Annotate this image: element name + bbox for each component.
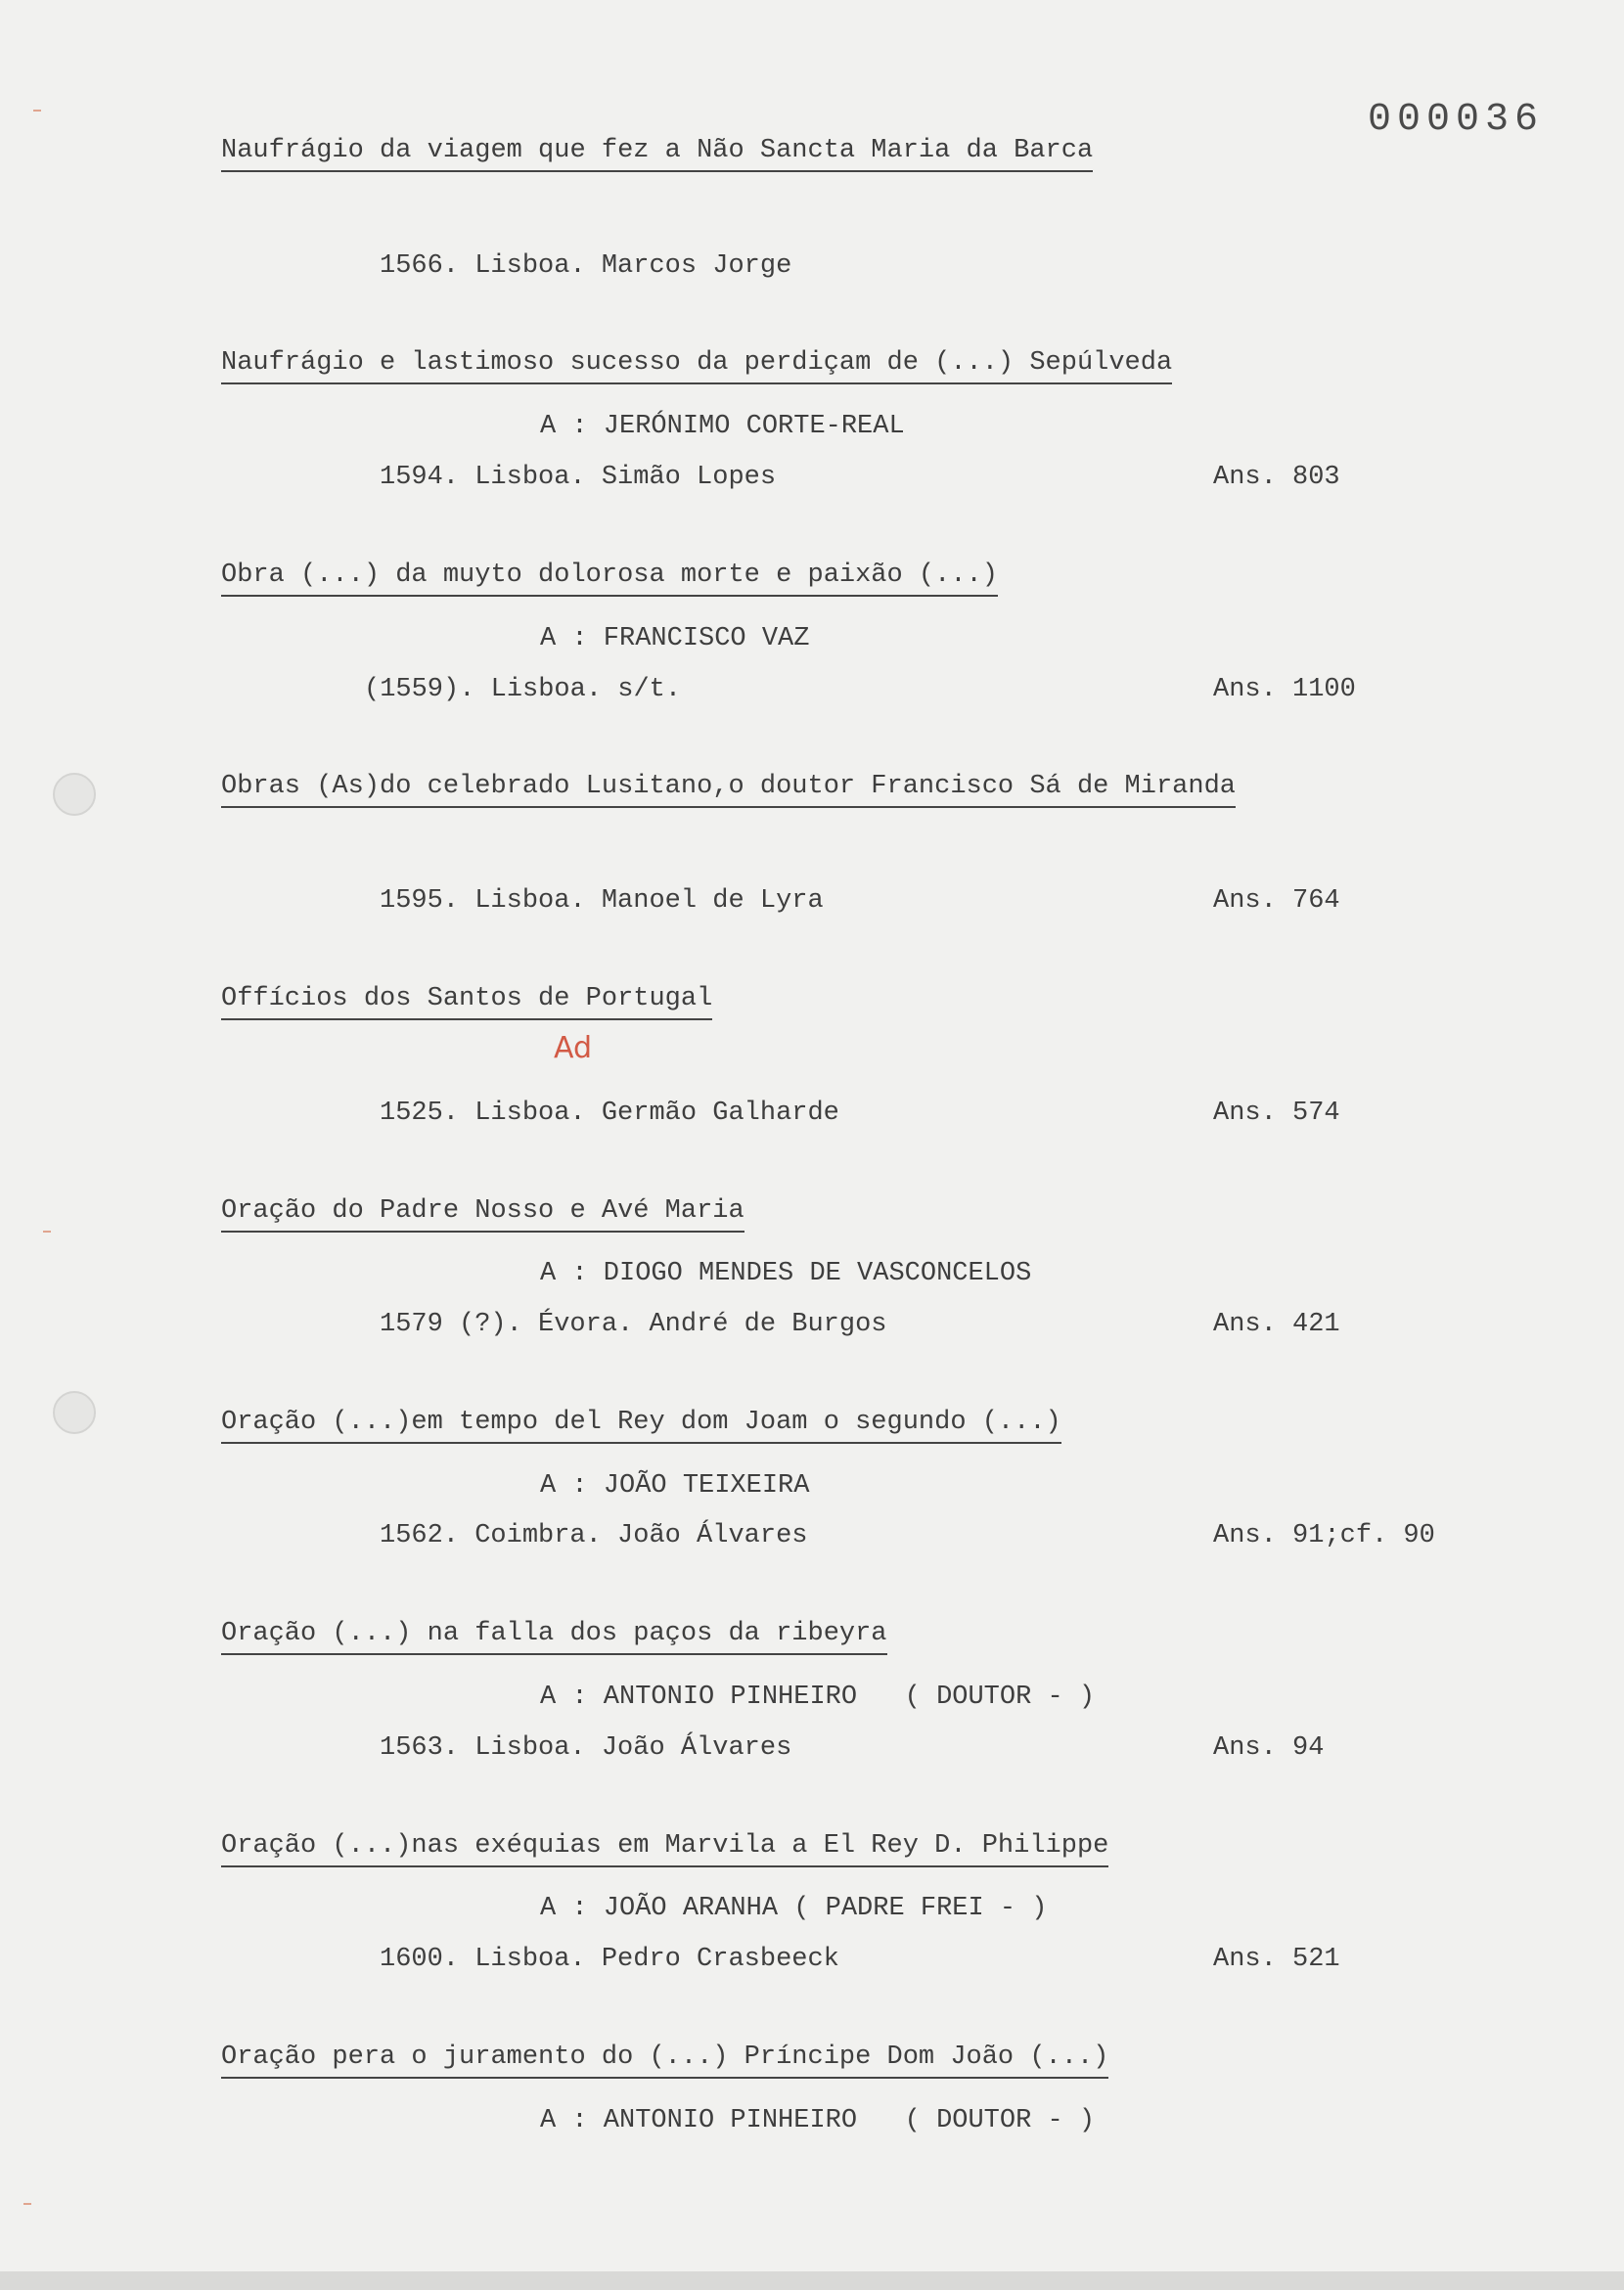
entry-reference: Ans. 803 bbox=[1213, 463, 1340, 492]
entry-reference: Ans. 421 bbox=[1213, 1310, 1340, 1339]
entry-title: Oração do Padre Nosso e Avé Maria bbox=[221, 1193, 744, 1233]
entry-title: Oração pera o juramento do (...) Príncipe Dom João (...) bbox=[221, 2040, 1108, 2079]
page-number: 000036 bbox=[1368, 98, 1545, 142]
entry-imprint: 1566. Lisboa. Marcos Jorge bbox=[380, 251, 792, 281]
margin-tick bbox=[43, 1231, 51, 1233]
entry-imprint: 1600. Lisboa. Pedro Crasbeeck bbox=[380, 1945, 839, 1974]
entry-imprint: 1594. Lisboa. Simão Lopes bbox=[380, 463, 777, 492]
entry-author: A : JERÓNIMO CORTE-REAL bbox=[540, 412, 905, 441]
entry-title: Naufrágio e lastimoso sucesso da perdiçam de (...) Sepúlveda bbox=[221, 345, 1172, 384]
entry-imprint: 1579 (?). Évora. André de Burgos bbox=[380, 1310, 887, 1339]
entry-author: A : ANTONIO PINHEIRO ( DOUTOR - ) bbox=[540, 2106, 1096, 2135]
entry-reference: Ans. 521 bbox=[1213, 1945, 1340, 1974]
entry-title: Obra (...) da muyto dolorosa morte e paixão (...) bbox=[221, 558, 998, 597]
margin-tick bbox=[33, 110, 41, 112]
entry-title: Obras (As)do celebrado Lusitano,o doutor Francisco Sá de Miranda bbox=[221, 769, 1236, 808]
entry-title: Oração (...)em tempo del Rey dom Joam o segundo (...) bbox=[221, 1405, 1061, 1444]
entry-reference: Ans. 94 bbox=[1213, 1733, 1325, 1763]
entry-title: Oração (...) na falla dos paços da ribeyra bbox=[221, 1616, 887, 1655]
punch-hole-top bbox=[53, 773, 96, 816]
entry-imprint: 1562. Coimbra. João Álvares bbox=[380, 1521, 808, 1550]
entry-imprint: (1559). Lisboa. s/t. bbox=[364, 675, 682, 704]
punch-hole-bottom bbox=[53, 1391, 96, 1434]
entry-reference: Ans. 1100 bbox=[1213, 675, 1356, 704]
entry-reference: Ans. 574 bbox=[1213, 1099, 1340, 1128]
entry-title: Offícios dos Santos de Portugal bbox=[221, 981, 712, 1020]
entry-author: A : JOÃO ARANHA ( PADRE FREI - ) bbox=[540, 1894, 1048, 1923]
entry-author: A : FRANCISCO VAZ bbox=[540, 624, 810, 653]
entry-title: Naufrágio da viagem que fez a Não Sancta Maria da Barca bbox=[221, 133, 1093, 172]
margin-tick bbox=[23, 2203, 31, 2205]
entry-author: A : ANTONIO PINHEIRO ( DOUTOR - ) bbox=[540, 1683, 1096, 1712]
entry-imprint: 1525. Lisboa. Germão Galharde bbox=[380, 1099, 839, 1128]
entry-author: A : JOÃO TEIXEIRA bbox=[540, 1471, 810, 1501]
entry-imprint: 1563. Lisboa. João Álvares bbox=[380, 1733, 792, 1763]
entry-reference: Ans. 764 bbox=[1213, 886, 1340, 916]
scan-edge bbox=[0, 2271, 1624, 2290]
entry-imprint: 1595. Lisboa. Manoel de Lyra bbox=[380, 886, 824, 916]
handwritten-annotation: Ad bbox=[554, 1031, 593, 1065]
entry-reference: Ans. 91;cf. 90 bbox=[1213, 1521, 1435, 1550]
entry-title: Oração (...)nas exéquias em Marvila a El Rey D. Philippe bbox=[221, 1828, 1108, 1867]
entry-author: A : DIOGO MENDES DE VASCONCELOS bbox=[540, 1259, 1032, 1288]
